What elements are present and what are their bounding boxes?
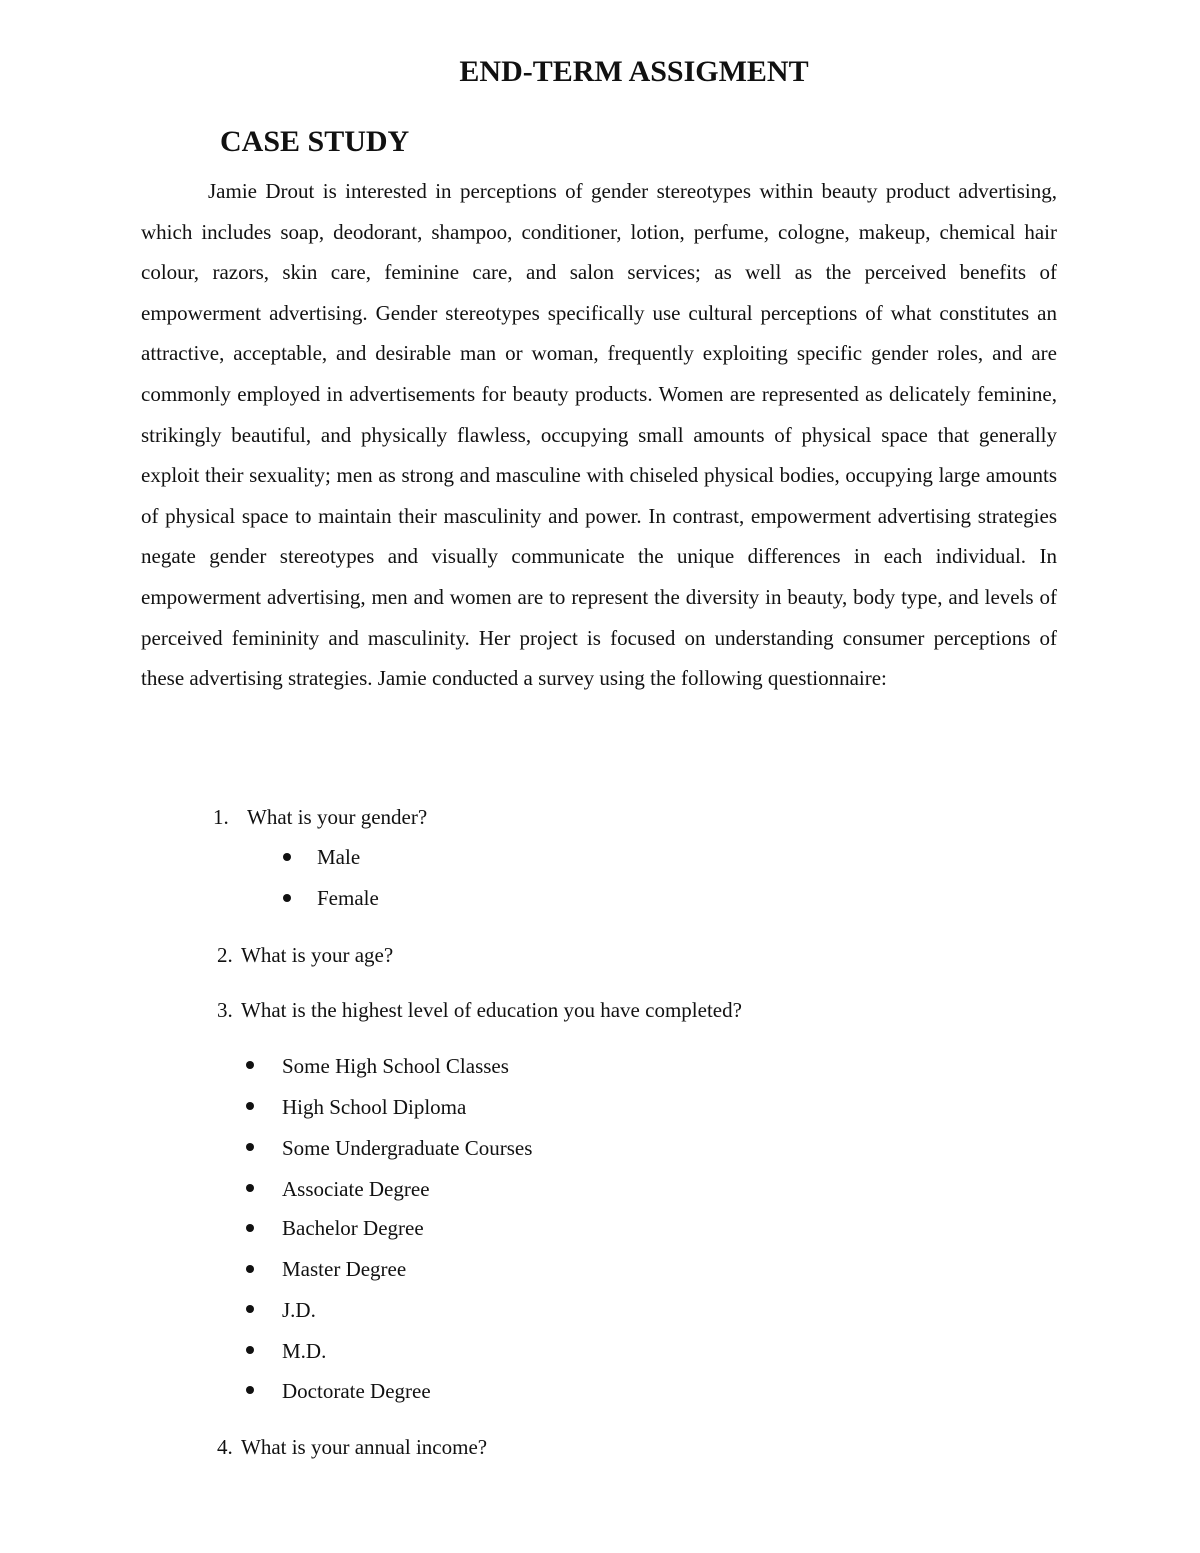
- bullet-icon: [246, 1143, 254, 1151]
- option-item: Male: [317, 845, 361, 869]
- bullet-icon: [246, 1102, 254, 1110]
- option-item: Bachelor Degree: [282, 1216, 424, 1240]
- option-item: Doctorate Degree: [282, 1379, 431, 1403]
- bullet-icon: [283, 853, 291, 861]
- question-3: [217, 995, 742, 1025]
- bullet-icon: [246, 1061, 254, 1069]
- bullet-icon: [246, 1346, 254, 1354]
- question-number: 2.: [217, 943, 233, 967]
- question-number: 4.: [217, 1435, 233, 1459]
- question-2: [217, 940, 393, 970]
- option-item: Some High School Classes: [282, 1054, 509, 1078]
- document-title: END-TERM ASSIGMENT: [459, 55, 809, 88]
- bullet-icon: [283, 894, 291, 902]
- option-item: Some Undergraduate Courses: [282, 1136, 533, 1160]
- option-item: M.D.: [282, 1339, 327, 1363]
- option-item: Female: [317, 886, 379, 910]
- question-text: What is your gender?: [247, 805, 428, 829]
- bullet-icon: [246, 1184, 254, 1192]
- case-study-paragraph: Jamie Drout is interested in perceptions of gender stereotypes within beauty product advertising, which includes soap, deodorant, shampoo, conditioner, lotion, perfume, cologne, makeup, chemical hair colour, razors, skin care, feminine care, and salon services; as well as the perceived benefits of empowerment advertising. Gender stereotypes specifically use cultural perceptions of what constitutes an attractive, acceptable, and desirable man or woman, frequently exploiting specific gender roles, and are commonly employed in advertisements for beauty products. Women are represented as delicately feminine, strikingly beautiful, and physically flawless, occupying small amounts of physical space that generally exploit their sexuality; men as strong and masculine with chiseled physical bodies, occupying large amounts of physical space to maintain their masculinity and power. In contrast, empowerment advertising strategies negate gender stereotypes and visually communicate the unique differences in each individual. In empowerment advertising, men and women are to represent the diversity in beauty, body type, and levels of perceived femininity and masculinity. Her project is focused on understanding consumer perceptions of these advertising strategies. Jamie conducted a survey using the following questionnaire:: [141, 179, 1057, 691]
- section-heading: CASE STUDY: [220, 125, 410, 158]
- question-1: [213, 802, 427, 832]
- question-4: [217, 1432, 487, 1462]
- option-item: High School Diploma: [282, 1095, 467, 1119]
- question-text: What is your age?: [241, 943, 394, 967]
- bullet-icon: [246, 1224, 254, 1232]
- option-item: Associate Degree: [282, 1177, 430, 1201]
- option-item: Master Degree: [282, 1257, 407, 1281]
- question-number: 3.: [217, 998, 233, 1022]
- option-item: J.D.: [282, 1298, 316, 1322]
- question-text: What is the highest level of education you have completed?: [241, 998, 742, 1022]
- question-text: What is your annual income?: [241, 1435, 488, 1459]
- bullet-icon: [246, 1386, 254, 1394]
- question-number: 1.: [213, 805, 229, 829]
- bullet-icon: [246, 1265, 254, 1273]
- bullet-icon: [246, 1305, 254, 1313]
